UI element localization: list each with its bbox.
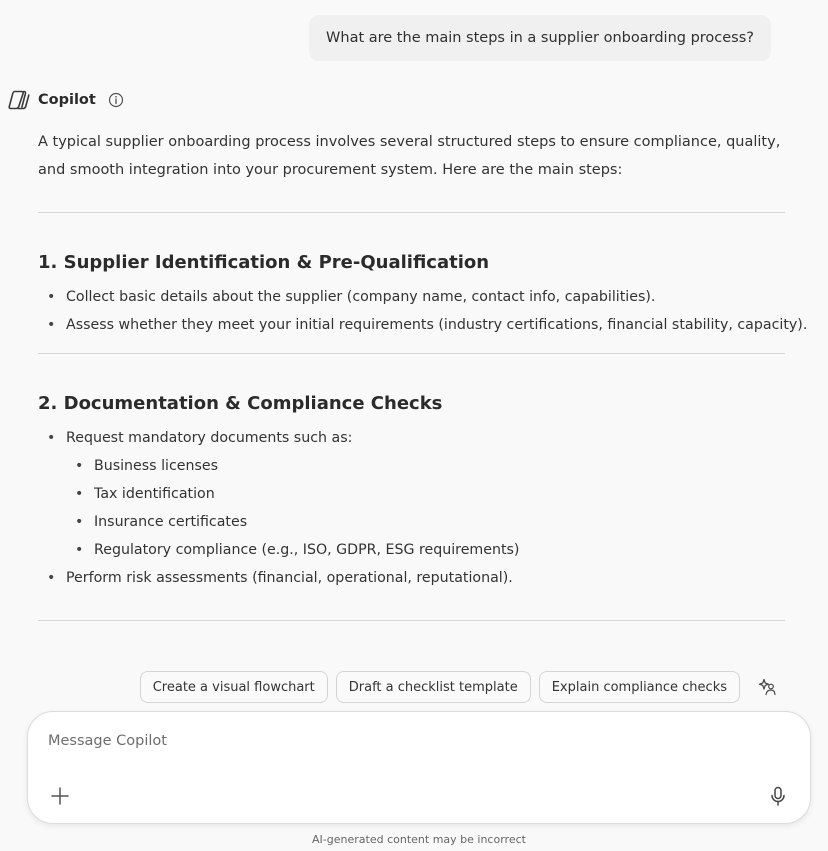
section-divider (38, 620, 785, 621)
message-composer (27, 711, 811, 824)
list-item: • Tax identification (66, 480, 788, 508)
ai-disclaimer: AI-generated content may be incorrect (312, 833, 526, 846)
list-item: • Collect basic details about the supplier (company name, contact info, capabilities). (38, 283, 788, 311)
section-bullet-list (38, 283, 808, 339)
user-message-text: What are the main steps in a supplier onboarding process? (326, 30, 754, 46)
list-item: • Regulatory compliance (e.g., ISO, GDPR, ESG requirements) (66, 536, 788, 564)
suggestion-checklist-template[interactable]: Draft a checklist template (336, 671, 531, 703)
list-item: • Business licenses (66, 452, 788, 480)
suggestion-visual-flowchart[interactable]: Create a visual flowchart (140, 671, 328, 703)
user-message-bubble (309, 15, 771, 61)
section-divider (38, 353, 785, 354)
assistant-response (38, 128, 808, 621)
list-item: • Assess whether they meet your initial requirements (industry certifications, financial stability, capacity). (38, 311, 788, 339)
section-divider (38, 212, 785, 213)
copilot-logo-icon (7, 88, 31, 112)
section-heading: 2. Documentation & Compliance Checks (38, 393, 443, 414)
plus-icon[interactable] (48, 784, 72, 808)
assistant-name: Copilot (38, 92, 96, 108)
microphone-icon[interactable] (766, 784, 790, 808)
suggestion-chips (140, 671, 782, 703)
section-bullet-list (38, 424, 788, 452)
info-icon[interactable] (108, 92, 124, 108)
list-item: • Request mandatory documents such as: (38, 424, 788, 452)
list-item: • Insurance certificates (66, 508, 788, 536)
sub-bullet-list (66, 452, 788, 564)
section-heading: 1. Supplier Identification & Pre-Qualification (38, 252, 490, 273)
response-intro: A typical supplier onboarding process involves several structured steps to ensure compliance, quality, and smooth integration into your procurement system. Here are the main steps: (38, 134, 781, 178)
suggestion-compliance-checks[interactable]: Explain compliance checks (539, 671, 740, 703)
section-bullet-list (38, 564, 788, 592)
message-input[interactable] (48, 729, 748, 753)
list-item: • Perform risk assessments (financial, operational, reputational). (38, 564, 788, 592)
assistant-header (7, 88, 124, 112)
more-suggestions-button[interactable] (752, 672, 782, 702)
sparkle-icon (757, 677, 777, 697)
